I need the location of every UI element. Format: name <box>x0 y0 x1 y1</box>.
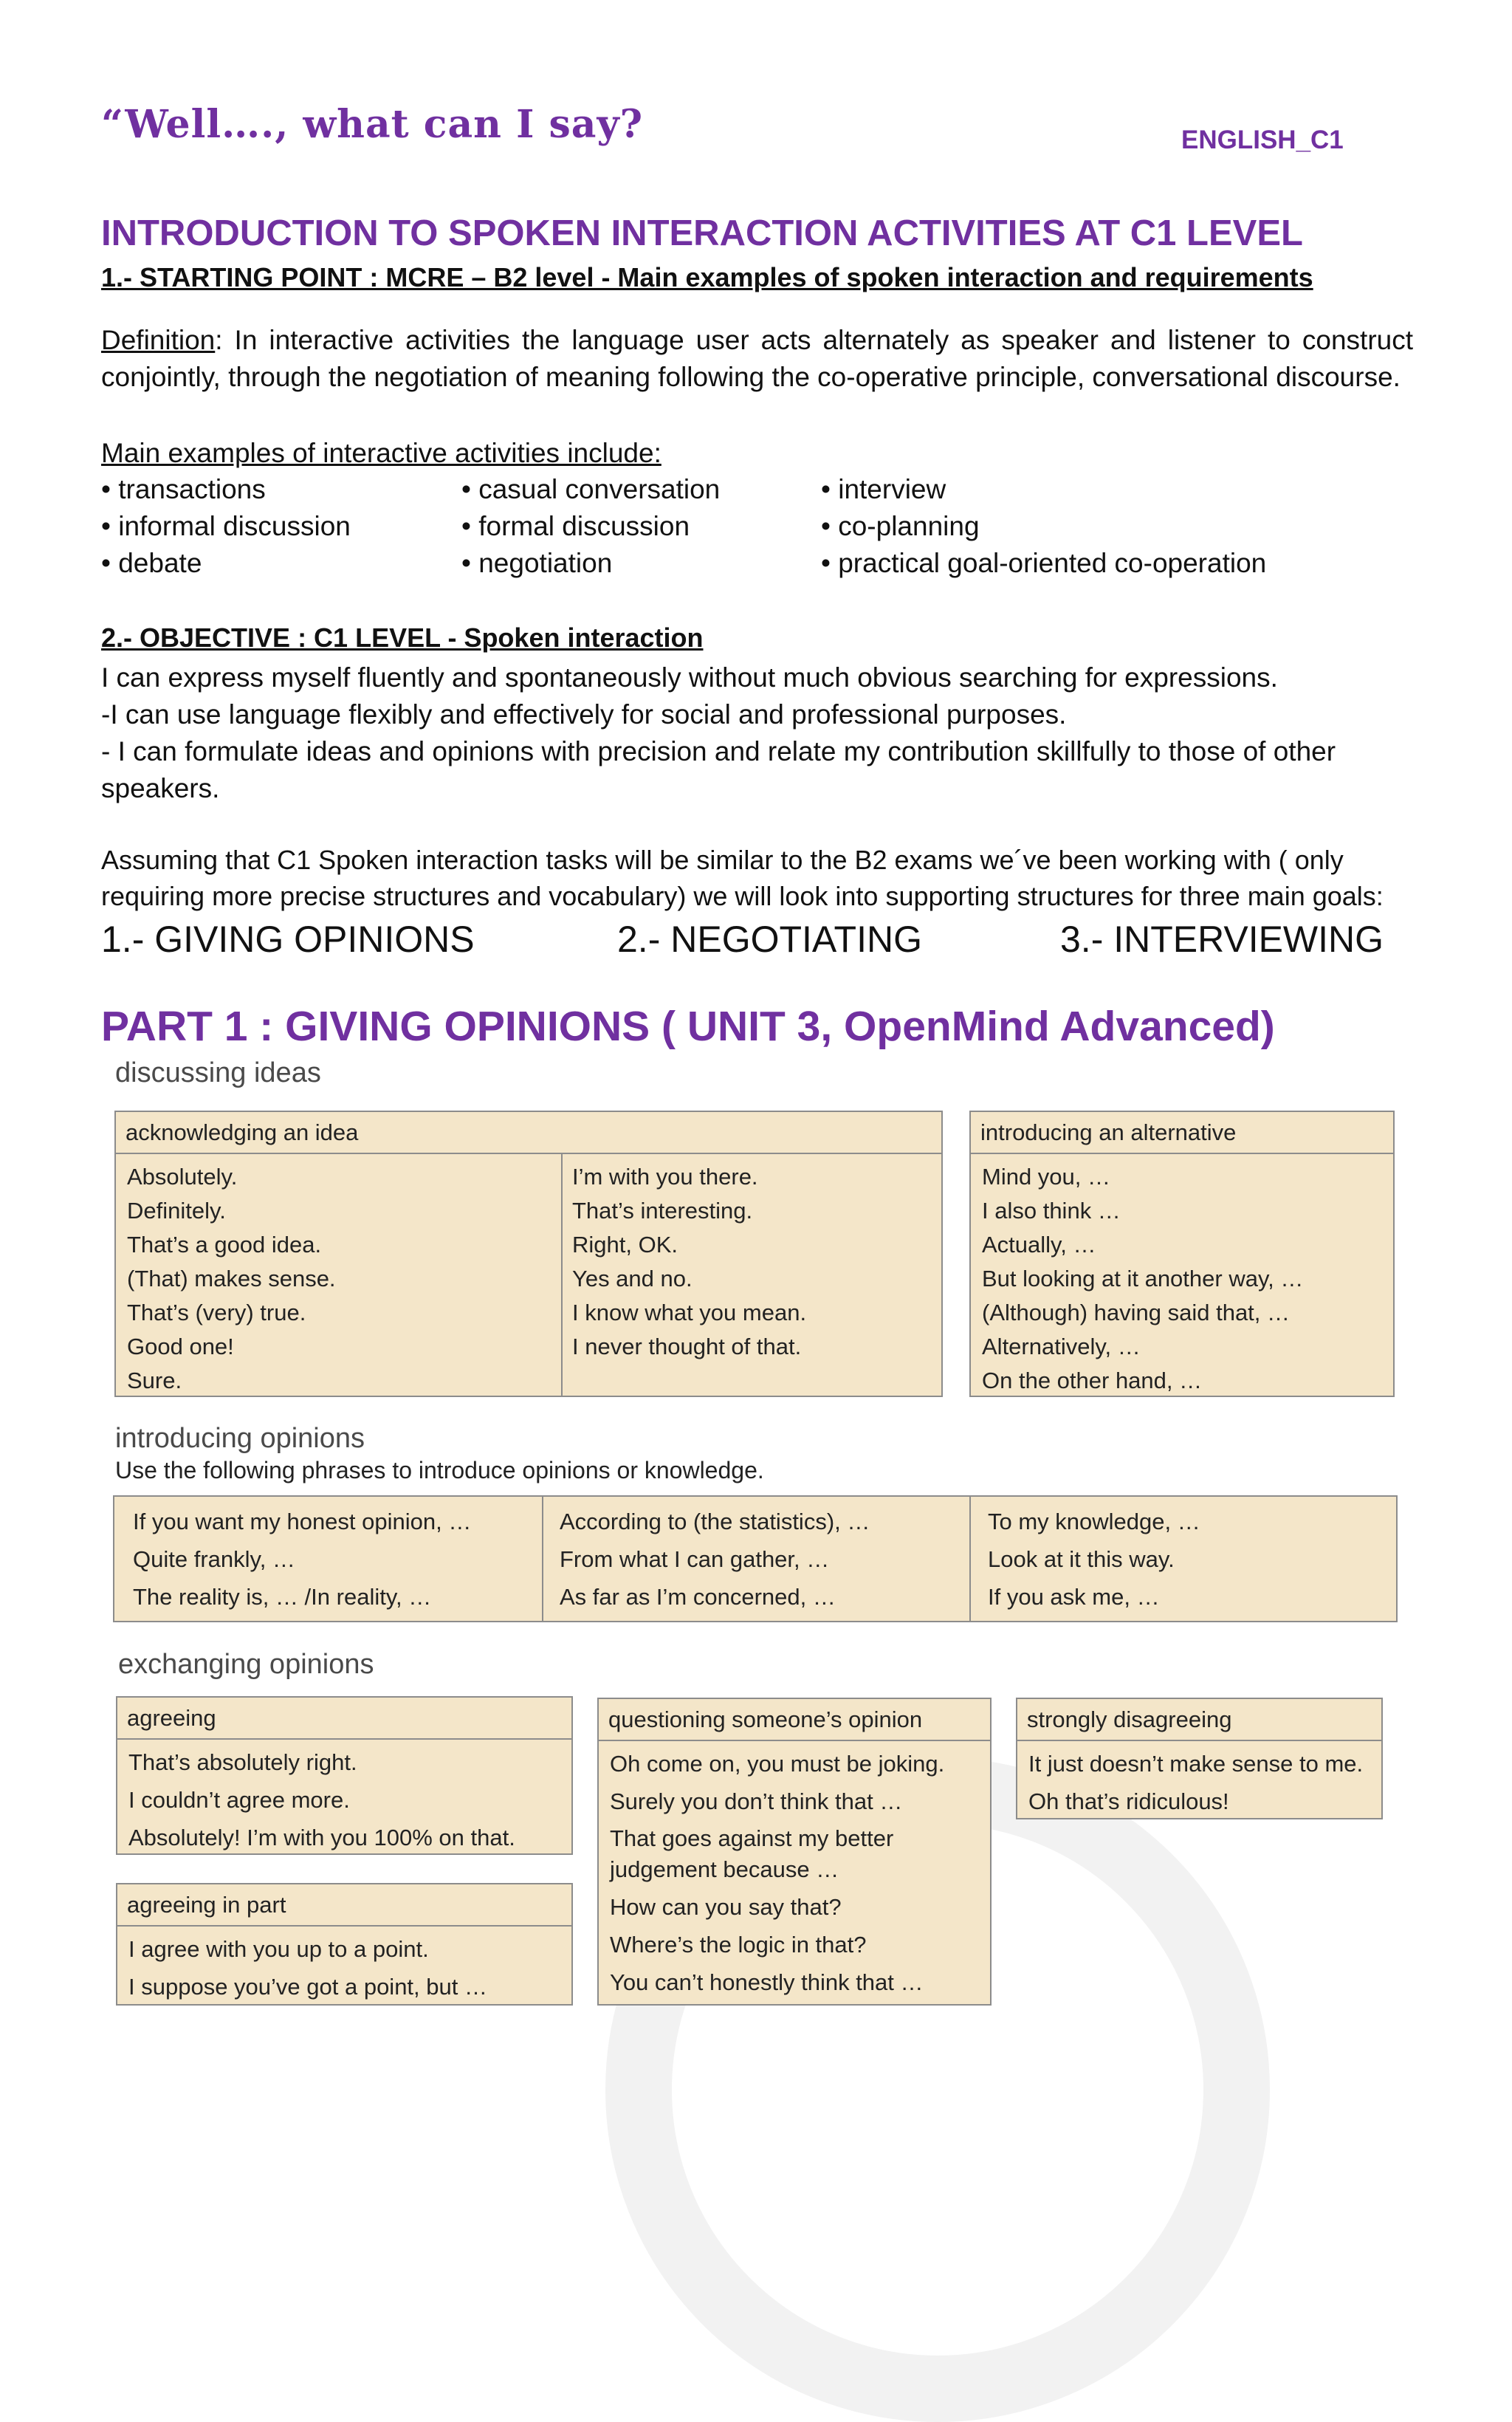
objective-text <box>101 659 1430 807</box>
phrase-item: The reality is, … /In reality, … <box>133 1584 432 1610</box>
phrase-item: If you want my honest opinion, … <box>133 1509 472 1534</box>
phrase-item: Quite frankly, … <box>133 1546 295 1572</box>
phrase-item: I couldn’t agree more. <box>128 1787 350 1813</box>
phrase-item: Oh come on, you must be joking. <box>610 1751 945 1777</box>
phrase-column <box>572 1160 806 1364</box>
column-divider <box>542 1497 543 1621</box>
bullet-column-3 <box>821 471 1266 582</box>
phrase-column <box>988 1503 1200 1616</box>
phrase-column <box>128 1930 487 2006</box>
phrase-item: Absolutely! I’m with you 100% on that. <box>128 1825 515 1850</box>
column-divider <box>561 1154 563 1396</box>
phrase-item: Surely you don’t think that … <box>610 1788 903 1814</box>
phrase-column <box>610 1745 979 2001</box>
section2-heading: 2.- OBJECTIVE : C1 LEVEL - Spoken interaction <box>101 622 704 653</box>
document-title: “Well…., what can I say? <box>101 102 644 147</box>
phrase-item: (Although) having said that, … <box>982 1300 1291 1325</box>
phrase-item: Right, OK. <box>572 1232 678 1258</box>
phrase-item: I agree with you up to a point. <box>128 1936 429 1962</box>
phrase-item: I never thought of that. <box>572 1334 802 1359</box>
bullet-item: • debate <box>101 548 202 578</box>
main-heading: INTRODUCTION TO SPOKEN INTERACTION ACTIVITIES AT C1 LEVEL <box>101 213 1303 253</box>
bullet-column-2 <box>461 471 720 582</box>
acknowledging-idea-header: acknowledging an idea <box>116 1112 941 1154</box>
objective-line: - I can formulate ideas and opinions with precision and relate my contribution skillfully to those of other speakers. <box>101 736 1336 803</box>
phrase-item: But looking at it another way, … <box>982 1266 1304 1291</box>
phrase-item: That’s a good idea. <box>127 1232 322 1258</box>
phrase-item: I also think … <box>982 1198 1121 1224</box>
introducing-opinions-title: introducing opinions <box>115 1423 365 1454</box>
introducing-opinions-instruction: Use the following phrases to introduce opinions or knowledge. <box>115 1457 764 1483</box>
phrase-column <box>127 1160 336 1398</box>
phrase-column <box>128 1743 515 1856</box>
phrase-item: That’s absolutely right. <box>128 1749 357 1775</box>
phrase-item: That’s (very) true. <box>127 1300 306 1325</box>
bullet-item: • co-planning <box>821 511 980 541</box>
agreeing-header: agreeing <box>117 1698 571 1740</box>
phrase-item: (That) makes sense. <box>127 1266 336 1291</box>
introducing-opinions-box <box>113 1495 1398 1622</box>
phrase-item: You can’t honestly think that … <box>610 1969 924 1995</box>
bullet-item: • transactions <box>101 474 266 504</box>
introducing-alternative-header: introducing an alternative <box>971 1112 1393 1154</box>
bullet-item: • casual conversation <box>461 474 721 504</box>
phrase-item: Good one! <box>127 1334 234 1359</box>
bullet-item: • formal discussion <box>461 511 690 541</box>
goal-giving-opinions: 1.- GIVING OPINIONS <box>101 919 475 960</box>
phrase-item: As far as I’m concerned, … <box>560 1584 836 1610</box>
agreeing-box <box>116 1696 573 1855</box>
bullet-item: • practical goal-oriented co-operation <box>821 548 1267 578</box>
phrase-column <box>1028 1745 1363 1820</box>
phrase-item: I know what you mean. <box>572 1300 807 1325</box>
goal-interviewing: 3.- INTERVIEWING <box>1060 919 1384 960</box>
introducing-alternative-box <box>969 1111 1395 1397</box>
phrase-item: That’s interesting. <box>572 1198 753 1224</box>
strongly-disagreeing-box <box>1016 1698 1383 1819</box>
objective-line: I can express myself fluently and spontaneously without much obvious searching for expressions. <box>101 662 1278 693</box>
phrase-item: From what I can gather, … <box>560 1546 830 1572</box>
questioning-opinion-box <box>597 1698 992 2006</box>
questioning-opinion-header: questioning someone’s opinion <box>599 1699 990 1741</box>
phrase-item: To my knowledge, … <box>988 1509 1200 1534</box>
phrase-item: Alternatively, … <box>982 1334 1141 1359</box>
course-tag: ENGLISH_C1 <box>1181 126 1344 154</box>
phrase-item: Yes and no. <box>572 1266 693 1291</box>
definition-paragraph <box>101 322 1413 396</box>
phrase-item: It just doesn’t make sense to me. <box>1028 1751 1364 1777</box>
part1-heading: PART 1 : GIVING OPINIONS ( UNIT 3, OpenMind Advanced) <box>101 1003 1275 1050</box>
discussing-ideas-title: discussing ideas <box>115 1057 321 1088</box>
phrase-column <box>982 1160 1303 1398</box>
phrase-item: Look at it this way. <box>988 1546 1175 1572</box>
phrase-item: If you ask me, … <box>988 1584 1160 1610</box>
bullet-item: • interview <box>821 474 946 504</box>
phrase-item: According to (the statistics), … <box>560 1509 870 1534</box>
column-divider <box>969 1497 971 1621</box>
phrase-column <box>560 1503 870 1616</box>
phrase-item: I suppose you’ve got a point, but … <box>128 1974 487 2000</box>
acknowledging-idea-box <box>114 1111 943 1397</box>
phrase-item: I’m with you there. <box>572 1164 758 1190</box>
phrase-item: Mind you, … <box>982 1164 1111 1190</box>
definition-text: : In interactive activities the language user acts alternately as speaker and listener to construct conjointly, through the negotiation of meaning following the co-operative principle, conversational discourse. <box>101 325 1413 392</box>
phrase-item: On the other hand, … <box>982 1368 1203 1393</box>
bullet-item: • negotiation <box>461 548 613 578</box>
bullet-item: • informal discussion <box>101 511 351 541</box>
phrase-item: Where’s the logic in that? <box>610 1932 867 1958</box>
definition-label: Definition <box>101 325 216 355</box>
objective-line: -I can use language flexibly and effectively for social and professional purposes. <box>101 699 1067 730</box>
strongly-disagreeing-header: strongly disagreeing <box>1017 1699 1381 1741</box>
phrase-item: Definitely. <box>127 1198 226 1224</box>
bullet-column-1 <box>101 471 351 582</box>
phrase-item: Absolutely. <box>127 1164 238 1190</box>
examples-label: Main examples of interactive activities include: <box>101 438 662 468</box>
agreeing-in-part-header: agreeing in part <box>117 1884 571 1927</box>
phrase-item: Oh that’s ridiculous! <box>1028 1788 1229 1814</box>
goal-negotiating: 2.- NEGOTIATING <box>617 919 922 960</box>
phrase-item: Sure. <box>127 1368 182 1393</box>
section1-heading: 1.- STARTING POINT : MCRE – B2 level - Main examples of spoken interaction and requirements <box>101 262 1313 292</box>
agreeing-in-part-box <box>116 1883 573 2006</box>
phrase-column <box>133 1503 471 1616</box>
phrase-item: How can you say that? <box>610 1894 842 1920</box>
assumption-paragraph: Assuming that C1 Spoken interaction tasks will be similar to the B2 exams we´ve been working with ( only requiring more precise structures and vocabulary) we will look into supporting structures for three main goals: <box>101 845 1384 911</box>
phrase-item: Actually, … <box>982 1232 1096 1258</box>
phrase-item: That goes against my better judgement because … <box>610 1825 894 1882</box>
exchanging-opinions-title: exchanging opinions <box>118 1649 374 1680</box>
